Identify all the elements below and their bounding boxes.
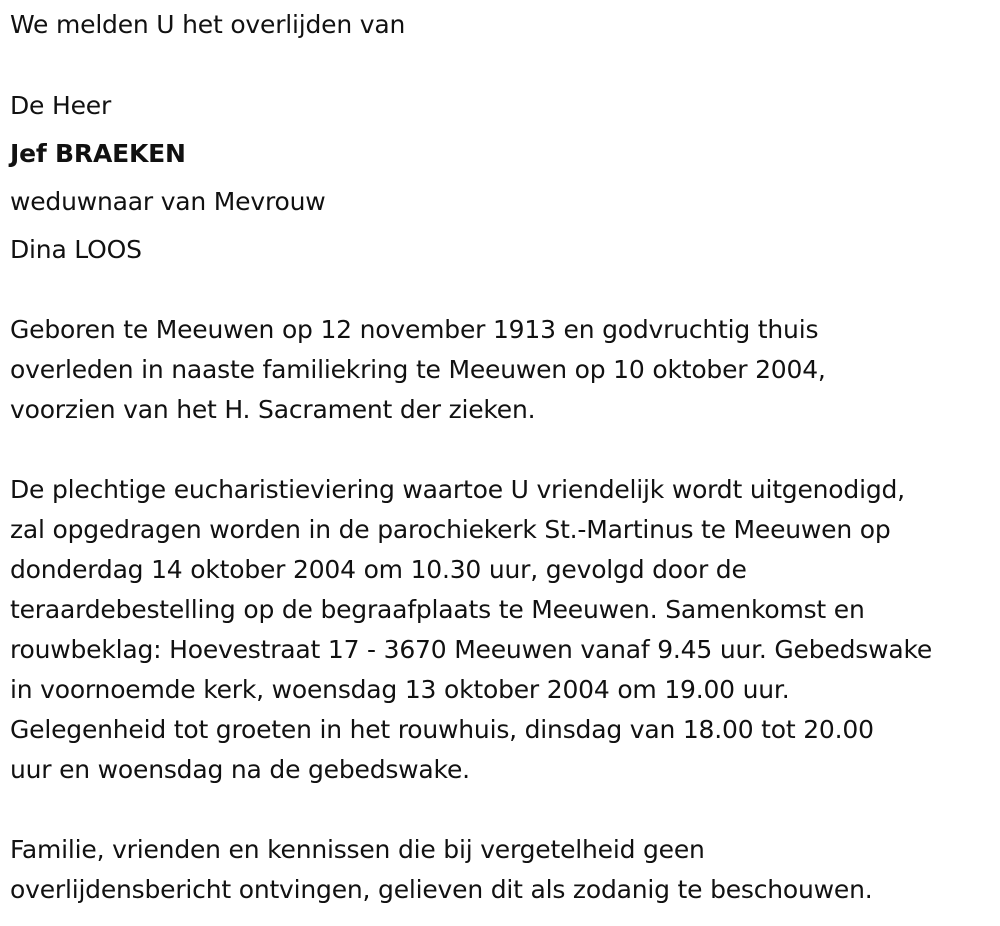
birth-line: overleden in naaste familiekring te Meeuwen op 10 oktober 2004,	[10, 355, 826, 384]
intro-text: We melden U het overlijden van	[10, 10, 406, 39]
ceremony-line: uur en woensdag na de gebedswake.	[10, 755, 470, 784]
ceremony-line: donderdag 14 oktober 2004 om 10.30 uur, gevolgd door de	[10, 555, 747, 584]
ceremony-line: rouwbeklag: Hoevestraat 17 - 3670 Meeuwen vanaf 9.45 uur. Gebedswake	[10, 635, 933, 664]
birth-paragraph	[10, 310, 995, 430]
relation-text: weduwnaar van Mevrouw	[10, 187, 326, 216]
ceremony-line: De plechtige eucharistieviering waartoe U vriendelijk wordt uitgenodigd,	[10, 475, 905, 504]
birth-line: voorzien van het H. Sacrament der zieken.	[10, 395, 536, 424]
birth-line: Geboren te Meeuwen op 12 november 1913 en godvruchtig thuis	[10, 315, 819, 344]
ceremony-line: teraardebestelling op de begraafplaats te Meeuwen. Samenkomst en	[10, 595, 865, 624]
closing-line: overlijdensbericht ontvingen, gelieven dit als zodanig te beschouwen.	[10, 875, 873, 904]
ceremony-line: in voornoemde kerk, woensdag 13 oktober 2004 om 19.00 uur.	[10, 675, 790, 704]
closing-paragraph	[10, 830, 995, 910]
ceremony-line: zal opgedragen worden in de parochiekerk St.-Martinus te Meeuwen op	[10, 515, 891, 544]
ceremony-line: Gelegenheid tot groeten in het rouwhuis, dinsdag van 18.00 tot 20.00	[10, 715, 874, 744]
honorific: De Heer	[10, 91, 112, 120]
deceased-name: Jef BRAEKEN	[10, 139, 186, 168]
closing-line: Familie, vrienden en kennissen die bij vergetelheid geen	[10, 835, 705, 864]
ceremony-paragraph	[10, 470, 995, 790]
spouse-name: Dina LOOS	[10, 235, 142, 264]
